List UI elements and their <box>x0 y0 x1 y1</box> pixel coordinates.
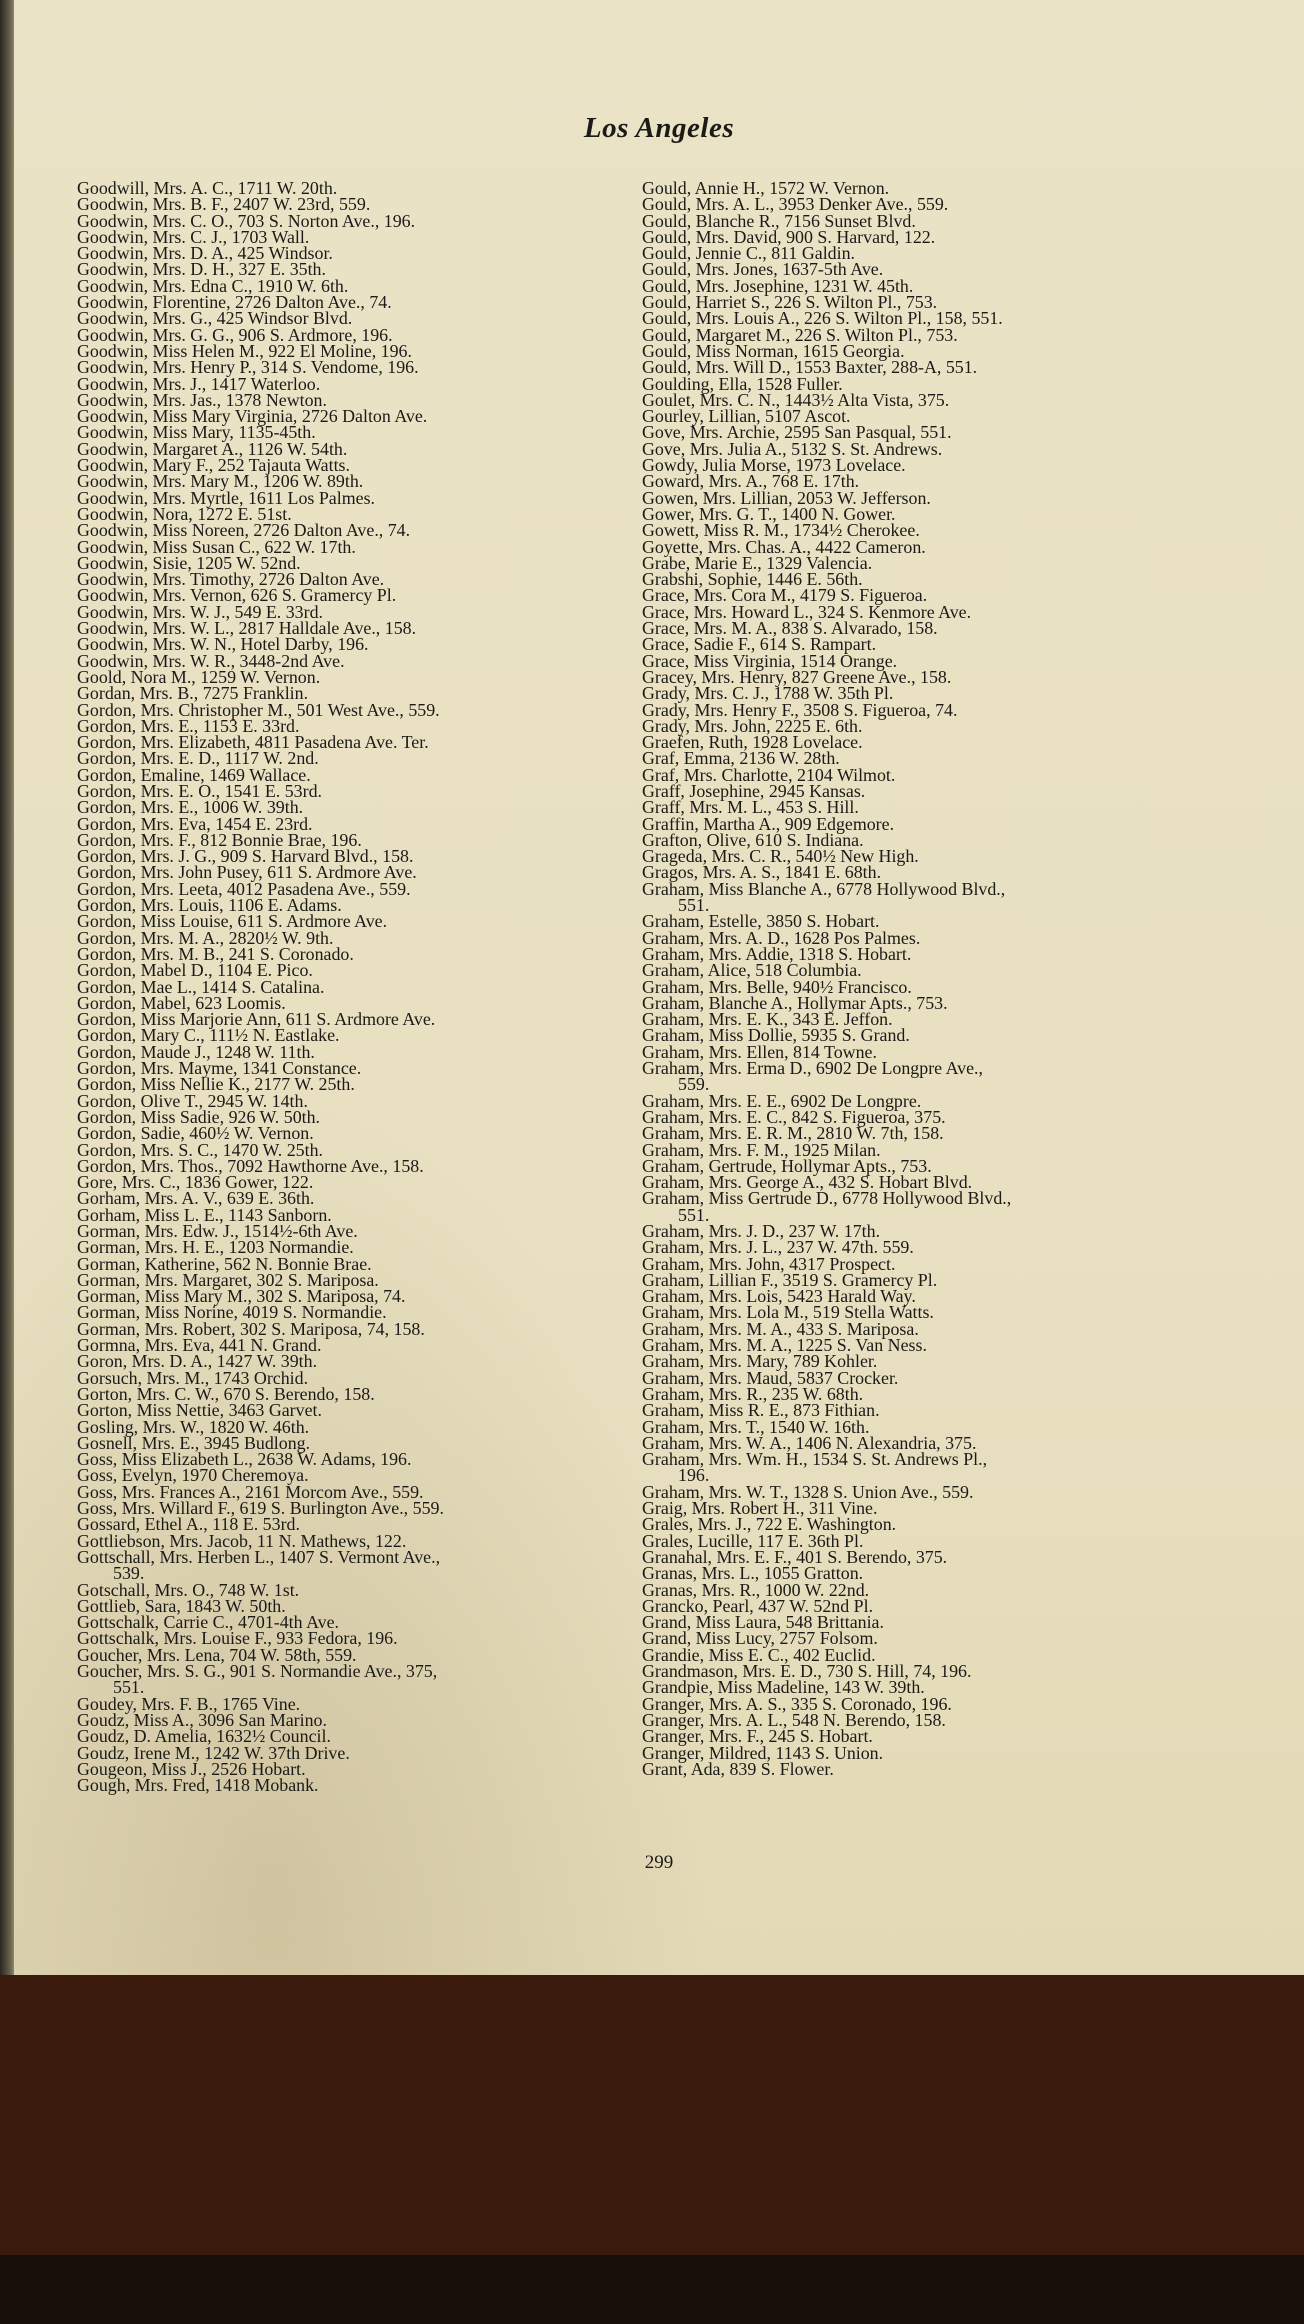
directory-entry: Graham, Mrs. E. K., 343 E. Jeffon. <box>642 1009 893 1030</box>
directory-entry: Gorham, Miss L. E., 1143 Sanborn. <box>77 1204 332 1225</box>
directory-entry: Graham, Miss R. E., 873 Fithian. <box>642 1400 880 1421</box>
directory-entry: Graff, Mrs. M. L., 453 S. Hill. <box>642 797 859 818</box>
directory-entry: Goss, Mrs. Frances A., 2161 Morcom Ave., 559. <box>77 1481 424 1502</box>
directory-entry: Grady, Mrs. Henry F., 3508 S. Figueroa, 74. <box>642 699 958 720</box>
directory-entry: Gove, Mrs. Archie, 2595 San Pasqual, 551. <box>642 422 952 443</box>
directory-entry: Gordon, Mrs. Christopher M., 501 West Ave., 559. <box>77 699 440 720</box>
directory-entry: Goodwin, Mrs. Mary M., 1206 W. 89th. <box>77 471 364 492</box>
directory-entry: Grales, Mrs. J., 722 E. Washington. <box>642 1514 897 1535</box>
directory-entry: Granas, Mrs. L., 1055 Gratton. <box>642 1563 864 1584</box>
directory-entry: Grand, Miss Lucy, 2757 Folsom. <box>642 1628 878 1649</box>
directory-entry: Granas, Mrs. R., 1000 W. 22nd. <box>642 1579 870 1600</box>
directory-entry: Gould, Mrs. A. L., 3953 Denker Ave., 559. <box>642 194 949 215</box>
directory-entry: Goodwin, Mrs. C. J., 1703 Wall. <box>77 226 310 247</box>
page-title: Los Angeles <box>583 112 735 144</box>
directory-entry: Goudey, Mrs. F. B., 1765 Vine. <box>77 1693 301 1714</box>
directory-entry: Graham, Miss Dollie, 5935 S. Grand. <box>642 1025 910 1046</box>
directory-entry: Goucher, Mrs. S. G., 901 S. Normandie Ave., 375, <box>77 1661 438 1682</box>
directory-entry: Gordon, Mrs. S. C., 1470 W. 25th. <box>77 1139 324 1160</box>
directory-entry: Gordon, Mrs. Louis, 1106 E. Adams. <box>77 895 342 916</box>
directory-entry: Gordon, Mrs. M. A., 2820½ W. 9th. <box>77 927 334 948</box>
directory-entry: Goodwin, Mary F., 252 Tajauta Watts. <box>77 455 350 476</box>
directory-entry: Gowdy, Julia Morse, 1973 Lovelace. <box>642 455 906 476</box>
directory-entry: Gordon, Mrs. E. O., 1541 E. 53rd. <box>77 780 322 801</box>
directory-entry: Gormna, Mrs. Eva, 441 N. Grand. <box>77 1335 322 1356</box>
directory-entry: Gourley, Lillian, 5107 Ascot. <box>642 406 851 427</box>
directory-entry: Graham, Mrs. E. E., 6902 De Longpre. <box>642 1090 922 1111</box>
directory-entry: Graham, Mrs. Mary, 789 Kohler. <box>642 1351 878 1372</box>
directory-entry: Graham, Blanche A., Hollymar Apts., 753. <box>642 992 948 1013</box>
directory-entry: Gould, Jennie C., 811 Galdin. <box>642 243 856 264</box>
directory-entry: Gould, Mrs. Jones, 1637-5th Ave. <box>642 259 884 280</box>
directory-entry: 559. <box>678 1074 710 1095</box>
directory-entry: Graham, Mrs. M. A., 433 S. Mariposa. <box>642 1318 919 1339</box>
directory-entry: 551. <box>678 895 710 916</box>
directory-entry: Grace, Sadie F., 614 S. Rampart. <box>642 634 877 655</box>
directory-entry: Gordon, Mae L., 1414 S. Catalina. <box>77 976 325 997</box>
directory-entry: Gordon, Mary C., 111½ N. Eastlake. <box>77 1025 340 1046</box>
directory-entry: 196. <box>678 1465 710 1486</box>
directory-entry: Gordon, Sadie, 460½ W. Vernon. <box>77 1123 314 1144</box>
directory-entry: Graham, Mrs. Erma D., 6902 De Longpre Ave., <box>642 1058 983 1079</box>
directory-entry: Gordon, Mabel D., 1104 E. Pico. <box>77 960 313 981</box>
directory-entry: Gottschall, Mrs. Herben L., 1407 S. Vermont Ave., <box>77 1546 441 1567</box>
directory-entry: Graham, Mrs. J. D., 237 W. 17th. <box>642 1221 881 1241</box>
directory-entry: Gordan, Mrs. B., 7275 Franklin. <box>77 683 309 704</box>
directory-entry: Goss, Miss Elizabeth L., 2638 W. Adams, 196. <box>77 1449 412 1470</box>
directory-entry: Gotschall, Mrs. O., 748 W. 1st. <box>77 1579 300 1600</box>
directory-entry: Gordon, Mrs. Thos., 7092 Hawthorne Ave., 158. <box>77 1155 424 1176</box>
directory-entry: Goodwin, Mrs. G. G., 906 S. Ardmore, 196. <box>77 324 393 345</box>
directory-entry: Goward, Mrs. A., 768 E. 17th. <box>642 471 860 492</box>
directory-entry: Gould, Mrs. Josephine, 1231 W. 45th. <box>642 275 914 296</box>
scanner-background <box>0 1975 1304 2324</box>
directory-entry: Grageda, Mrs. C. R., 540½ New High. <box>642 846 919 867</box>
directory-entry: Granger, Mrs. A. L., 548 N. Berendo, 158. <box>642 1709 946 1730</box>
directory-entry: Graham, Mrs. Maud, 5837 Crocker. <box>642 1367 899 1388</box>
directory-entry: Graham, Mrs. A. D., 1628 Pos Palmes. <box>642 927 921 948</box>
directory-entry: Gould, Annie H., 1572 W. Vernon. <box>642 178 890 198</box>
directory-entry: Goodwin, Mrs. J., 1417 Waterloo. <box>77 373 321 394</box>
directory-entry: Gordon, Miss Marjorie Ann, 611 S. Ardmore Ave. <box>77 1009 436 1030</box>
directory-entry: Gordon, Mrs. Leeta, 4012 Pasadena Ave., 559. <box>77 878 411 899</box>
directory-entry: Gorton, Mrs. C. W., 670 S. Berendo, 158. <box>77 1383 375 1404</box>
directory-entry: Grant, Ada, 839 S. Flower. <box>642 1758 834 1779</box>
directory-entry: 551. <box>113 1677 145 1698</box>
directory-entry: Gordon, Mrs. Mayme, 1341 Constance. <box>77 1058 362 1079</box>
directory-entry: Graham, Mrs. M. A., 1225 S. Van Ness. <box>642 1335 927 1356</box>
directory-entry: Gorman, Mrs. Robert, 302 S. Mariposa, 74, 158. <box>77 1318 425 1339</box>
directory-entry: Gould, Mrs. David, 900 S. Harvard, 122. <box>642 226 936 247</box>
directory-entry: Gordon, Olive T., 2945 W. 14th. <box>77 1090 308 1111</box>
directory-entry: Gould, Mrs. Will D., 1553 Baxter, 288-A, 551. <box>642 357 978 378</box>
directory-entry: Goudz, Irene M., 1242 W. 37th Drive. <box>77 1742 350 1763</box>
directory-entry: Gordon, Miss Louise, 611 S. Ardmore Ave. <box>77 911 388 932</box>
left-column <box>77 178 642 1796</box>
directory-entry: Graham, Lillian F., 3519 S. Gramercy Pl. <box>642 1269 938 1290</box>
directory-entry: Gordon, Mrs. E. D., 1117 W. 2nd. <box>77 748 319 769</box>
directory-entry: Graffin, Martha A., 909 Edgemore. <box>642 813 895 834</box>
directory-entry: Goucher, Mrs. Lena, 704 W. 58th, 559. <box>77 1644 357 1665</box>
directory-entry: Gordon, Mrs. E., 1006 W. 39th. <box>77 797 304 818</box>
directory-entry: Grand, Miss Laura, 548 Brittania. <box>642 1612 884 1633</box>
directory-entry: Gorsuch, Mrs. M., 1743 Orchid. <box>77 1367 309 1388</box>
directory-entry: Gorman, Mrs. H. E., 1203 Normandie. <box>77 1237 354 1258</box>
directory-entry: Gossard, Ethel A., 118 E. 53rd. <box>77 1514 300 1535</box>
directory-entry: Gore, Mrs. C., 1836 Gower, 122. <box>77 1172 314 1193</box>
directory-entry: Goodwin, Mrs. Henry P., 314 S. Vendome, 196. <box>77 357 419 378</box>
directory-entry: Gough, Mrs. Fred, 1418 Mobank. <box>77 1775 319 1796</box>
directory-entry: Goodwin, Mrs. W. N., Hotel Darby, 196. <box>77 634 369 655</box>
directory-entry: Goodwin, Mrs. Edna C., 1910 W. 6th. <box>77 275 349 296</box>
directory-entry: Gordon, Miss Nellie K., 2177 W. 25th. <box>77 1074 355 1095</box>
directory-entry: Graham, Mrs. R., 235 W. 68th. <box>642 1383 864 1404</box>
directory-entry: Graham, Mrs. W. A., 1406 N. Alexandria, 375. <box>642 1432 977 1453</box>
directory-entry: Gordon, Miss Sadie, 926 W. 50th. <box>77 1106 321 1127</box>
directory-entry: Goodwin, Miss Mary, 1135-45th. <box>77 422 316 443</box>
directory-entry: Grales, Lucille, 117 E. 36th Pl. <box>642 1530 864 1551</box>
directory-entry: Gordon, Mrs. E., 1153 E. 33rd. <box>77 715 300 736</box>
directory-entry: Goodwin, Miss Noreen, 2726 Dalton Ave., 74. <box>77 520 411 541</box>
directory-entry: Graham, Mrs. Belle, 940½ Francisco. <box>642 976 912 997</box>
directory-entry: Goodwin, Mrs. W. R., 3448-2nd Ave. <box>77 650 345 671</box>
directory-entry: Grabshi, Sophie, 1446 E. 56th. <box>642 569 863 590</box>
directory-entry: Goodwin, Mrs. D. A., 425 Windsor. <box>77 243 333 264</box>
directory-entry: Goodwin, Sisie, 1205 W. 52nd. <box>77 552 301 573</box>
directory-entry: Grandpie, Miss Madeline, 143 W. 39th. <box>642 1677 925 1698</box>
directory-entry: Grace, Mrs. Cora M., 4179 S. Figueroa. <box>642 585 928 606</box>
directory-entry: Grafton, Olive, 610 S. Indiana. <box>642 829 864 850</box>
directory-entry: Graham, Mrs. Ellen, 814 Towne. <box>642 1041 877 1062</box>
directory-entry: Gottschalk, Carrie C., 4701-4th Ave. <box>77 1612 340 1633</box>
directory-entry: Gould, Margaret M., 226 S. Wilton Pl., 753. <box>642 324 958 345</box>
directory-entry: Graefen, Ruth, 1928 Lovelace. <box>642 732 863 753</box>
directory-entry: Goodwin, Mrs. Timothy, 2726 Dalton Ave. <box>77 569 385 590</box>
directory-entry: Gorton, Miss Nettie, 3463 Garvet. <box>77 1400 322 1421</box>
directory-entry: Gove, Mrs. Julia A., 5132 S. St. Andrews. <box>642 438 943 459</box>
directory-entry: Graham, Mrs. W. T., 1328 S. Union Ave., 559. <box>642 1481 974 1502</box>
directory-entry: Gower, Mrs. G. T., 1400 N. Gower. <box>642 503 896 524</box>
directory-entry: Grandmason, Mrs. E. D., 730 S. Hill, 74, 196. <box>642 1661 972 1682</box>
directory-entry: Graf, Mrs. Charlotte, 2104 Wilmot. <box>642 764 896 785</box>
directory-entry: Grady, Mrs. C. J., 1788 W. 35th Pl. <box>642 683 894 704</box>
directory-entry: Gordon, Mrs. Elizabeth, 4811 Pasadena Ave. Ter. <box>77 732 429 753</box>
directory-entry: Goodwin, Mrs. G., 425 Windsor Blvd. <box>77 308 353 329</box>
directory-entry: Gorman, Katherine, 562 N. Bonnie Brae. <box>77 1253 372 1274</box>
directory-entry: Graff, Josephine, 2945 Kansas. <box>642 780 866 801</box>
directory-entry: Goss, Evelyn, 1970 Cheremoya. <box>77 1465 309 1486</box>
directory-entry: Goodwin, Mrs. B. F., 2407 W. 23rd, 559. <box>77 194 371 215</box>
directory-entry: Gordon, Emaline, 1469 Wallace. <box>77 764 311 785</box>
directory-entry: Gottlieb, Sara, 1843 W. 50th. <box>77 1595 286 1616</box>
directory-entry: Gould, Blanche R., 7156 Sunset Blvd. <box>642 210 916 231</box>
directory-entry: Graig, Mrs. Robert H., 311 Vine. <box>642 1498 878 1519</box>
directory-entry: Gosling, Mrs. W., 1820 W. 46th. <box>77 1416 310 1437</box>
directory-entry: Grace, Miss Virginia, 1514 Orange. <box>642 650 898 671</box>
directory-entry: Gordon, Mrs. Eva, 1454 E. 23rd. <box>77 813 313 834</box>
directory-entry: Gorham, Mrs. A. V., 639 E. 36th. <box>77 1188 315 1209</box>
directory-entry: Grace, Mrs. Howard L., 324 S. Kenmore Ave. <box>642 601 972 622</box>
directory-entry: Goudz, D. Amelia, 1632½ Council. <box>77 1726 331 1747</box>
directory-entry: Goulding, Ella, 1528 Fuller. <box>642 373 843 394</box>
directory-entry: Goss, Mrs. Willard F., 619 S. Burlington Ave., 559. <box>77 1498 444 1519</box>
directory-entry: Gorman, Miss Mary M., 302 S. Mariposa, 74. <box>77 1286 406 1307</box>
directory-entry: Goodwin, Mrs. D. H., 327 E. 35th. <box>77 259 326 280</box>
directory-entry: Graham, Mrs. E. C., 842 S. Figueroa, 375. <box>642 1106 946 1127</box>
directory-entry: Graham, Mrs. J. L., 237 W. 47th. 559. <box>642 1237 914 1258</box>
directory-entry: Graham, Mrs. John, 4317 Prospect. <box>642 1253 896 1274</box>
directory-entry: Grabe, Marie E., 1329 Valencia. <box>642 552 873 573</box>
directory-entry: Goodwill, Mrs. A. C., 1711 W. 20th. <box>77 178 338 198</box>
directory-entry: Grady, Mrs. John, 2225 E. 6th. <box>642 715 863 736</box>
directory-entry: Graham, Miss Gertrude D., 6778 Hollywood Blvd., <box>642 1188 1012 1209</box>
directory-entry: Goodwin, Margaret A., 1126 W. 54th. <box>77 438 348 459</box>
directory-entry: Graham, Alice, 518 Columbia. <box>642 960 862 981</box>
directory-entry: Grace, Mrs. M. A., 838 S. Alvarado, 158. <box>642 618 938 639</box>
directory-entry: Graham, Mrs. F. M., 1925 Milan. <box>642 1139 881 1160</box>
directory-entry: Gracey, Mrs. Henry, 827 Greene Ave., 158. <box>642 666 952 687</box>
directory-entry: Gragos, Mrs. A. S., 1841 E. 68th. <box>642 862 882 883</box>
directory-entry: Graham, Mrs. Lola M., 519 Stella Watts. <box>642 1302 934 1323</box>
directory-entry: Gorman, Mrs. Edw. J., 1514½-6th Ave. <box>77 1221 358 1241</box>
directory-entry: Gorman, Mrs. Margaret, 302 S. Mariposa. <box>77 1269 379 1290</box>
directory-entry: Goodwin, Nora, 1272 E. 51st. <box>77 503 292 524</box>
directory-entry: Gordon, Mrs. John Pusey, 611 S. Ardmore Ave. <box>77 862 417 883</box>
directory-entry: Graham, Mrs. George A., 432 S. Hobart Blvd. <box>642 1172 973 1193</box>
directory-entry: Grandie, Miss E. C., 402 Euclid. <box>642 1644 876 1665</box>
directory-page <box>14 0 1304 1975</box>
directory-entry: Granger, Mrs. F., 245 S. Hobart. <box>642 1726 873 1747</box>
directory-entry: Gowen, Mrs. Lillian, 2053 W. Jefferson. <box>642 487 931 508</box>
directory-entry: Gougeon, Miss J., 2526 Hobart. <box>77 1758 306 1779</box>
right-column <box>642 180 1212 1777</box>
directory-entry: Graham, Mrs. T., 1540 W. 16th. <box>642 1416 870 1437</box>
page-number: 299 <box>644 1852 674 1873</box>
directory-entry: 551. <box>678 1204 710 1225</box>
directory-entry: Goyette, Mrs. Chas. A., 4422 Cameron. <box>642 536 926 557</box>
directory-entry: Goodwin, Mrs. Jas., 1378 Newton. <box>77 389 327 410</box>
directory-entry: Goulet, Mrs. C. N., 1443½ Alta Vista, 375. <box>642 389 950 410</box>
directory-entry: Gowett, Miss R. M., 1734½ Cherokee. <box>642 520 920 541</box>
directory-entry: Gottschalk, Mrs. Louise F., 933 Fedora, 196. <box>77 1628 398 1649</box>
directory-entry: Gordon, Mrs. J. G., 909 S. Harvard Blvd., 158. <box>77 846 414 867</box>
directory-entry: Goodwin, Mrs. Myrtle, 1611 Los Palmes. <box>77 487 375 508</box>
directory-entry: Goron, Mrs. D. A., 1427 W. 39th. <box>77 1351 318 1372</box>
directory-entry: Gould, Mrs. Louis A., 226 S. Wilton Pl., 158, 551. <box>642 308 1003 329</box>
directory-entry: Goodwin, Miss Susan C., 622 W. 17th. <box>77 536 356 557</box>
directory-entry: Graham, Mrs. Addie, 1318 S. Hobart. <box>642 943 912 964</box>
directory-entry: Goodwin, Mrs. C. O., 703 S. Norton Ave., 196. <box>77 210 416 231</box>
directory-entry: Graham, Mrs. E. R. M., 2810 W. 7th, 158. <box>642 1123 944 1144</box>
directory-entry: Graham, Mrs. Lois, 5423 Harald Way. <box>642 1286 916 1307</box>
directory-entry: Gordon, Mrs. F., 812 Bonnie Brae, 196. <box>77 829 362 850</box>
directory-entry: Gould, Miss Norman, 1615 Georgia. <box>642 340 905 361</box>
directory-entry: Granger, Mrs. A. S., 335 S. Coronado, 196. <box>642 1693 952 1714</box>
directory-entry: Graham, Estelle, 3850 S. Hobart. <box>642 911 880 932</box>
directory-entry: Gordon, Mabel, 623 Loomis. <box>77 992 286 1013</box>
directory-entry: Graham, Gertrude, Hollymar Apts., 753. <box>642 1155 932 1176</box>
directory-entry: Graham, Mrs. Wm. H., 1534 S. St. Andrews Pl., <box>642 1449 988 1470</box>
directory-entry: Goodwin, Mrs. W. L., 2817 Halldale Ave., 158. <box>77 618 417 639</box>
directory-entry: Goudz, Miss A., 3096 San Marino. <box>77 1709 327 1730</box>
directory-entry: Goodwin, Miss Mary Virginia, 2726 Dalton Ave. <box>77 406 428 427</box>
directory-entry: Grancko, Pearl, 437 W. 52nd Pl. <box>642 1595 874 1616</box>
directory-entry: Graf, Emma, 2136 W. 28th. <box>642 748 840 769</box>
directory-entry: Goold, Nora M., 1259 W. Vernon. <box>77 666 321 687</box>
directory-entry: Goodwin, Miss Helen M., 922 El Moline, 196. <box>77 340 412 361</box>
directory-entry: Gordon, Maude J., 1248 W. 11th. <box>77 1041 315 1062</box>
directory-entry: 539. <box>113 1563 145 1584</box>
directory-entry: Gottliebson, Mrs. Jacob, 11 N. Mathews, 122. <box>77 1530 407 1551</box>
directory-entry: Goodwin, Mrs. Vernon, 626 S. Gramercy Pl. <box>77 585 397 606</box>
directory-entry: Gorman, Miss Norine, 4019 S. Normandie. <box>77 1302 387 1323</box>
directory-entry: Goodwin, Mrs. W. J., 549 E. 33rd. <box>77 601 324 622</box>
directory-entry: Granahal, Mrs. E. F., 401 S. Berendo, 375. <box>642 1546 948 1567</box>
directory-entry: Goodwin, Florentine, 2726 Dalton Ave., 74. <box>77 292 392 313</box>
directory-entry: Granger, Mildred, 1143 S. Union. <box>642 1742 884 1763</box>
directory-entry: Graham, Miss Blanche A., 6778 Hollywood Blvd., <box>642 878 1006 899</box>
directory-entry: Gosnell, Mrs. E., 3945 Budlong. <box>77 1432 311 1453</box>
directory-entry: Gould, Harriet S., 226 S. Wilton Pl., 753. <box>642 292 938 313</box>
directory-entry: Gordon, Mrs. M. B., 241 S. Coronado. <box>77 943 354 964</box>
